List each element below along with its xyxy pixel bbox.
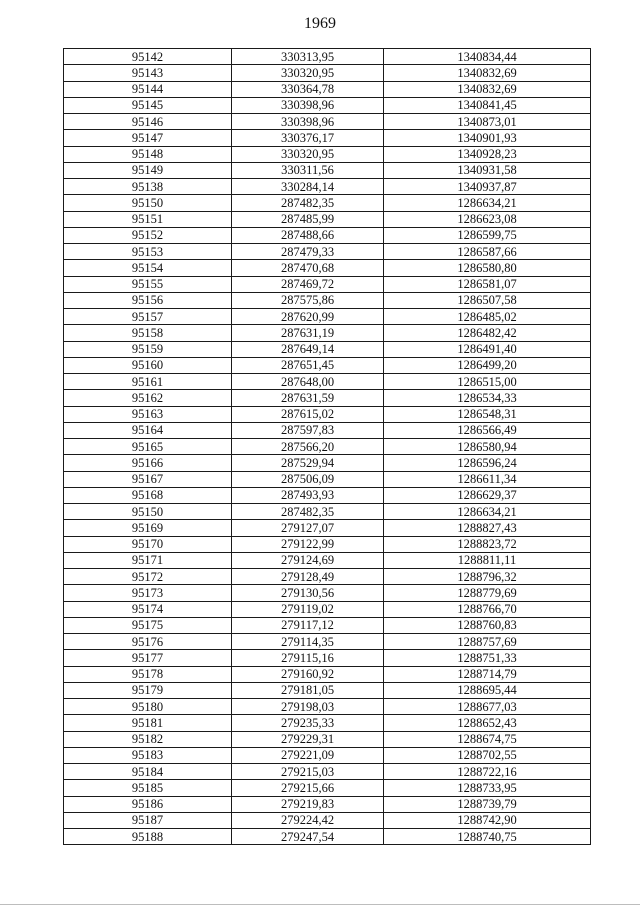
- point-number-cell: 95153: [64, 244, 232, 260]
- y-coordinate-cell: 1286482,42: [384, 325, 591, 341]
- x-coordinate-cell: 279219,83: [232, 796, 384, 812]
- x-coordinate-cell: 330320,95: [232, 65, 384, 81]
- y-coordinate-cell: 1340834,44: [384, 49, 591, 65]
- y-coordinate-cell: 1340873,01: [384, 114, 591, 130]
- x-coordinate-cell: 279235,33: [232, 715, 384, 731]
- x-coordinate-cell: 287482,35: [232, 195, 384, 211]
- table-row: [64, 569, 591, 585]
- point-number-cell: 95157: [64, 309, 232, 325]
- x-coordinate-cell: 287597,83: [232, 422, 384, 438]
- point-number-cell: 95168: [64, 487, 232, 503]
- y-coordinate-cell: 1288702,55: [384, 747, 591, 763]
- y-coordinate-cell: 1288823,72: [384, 536, 591, 552]
- table-row: [64, 309, 591, 325]
- table-row: [64, 439, 591, 455]
- y-coordinate-cell: 1288827,43: [384, 520, 591, 536]
- table-row: [64, 260, 591, 276]
- y-coordinate-cell: 1286566,49: [384, 422, 591, 438]
- x-coordinate-cell: 330284,14: [232, 179, 384, 195]
- table-row: [64, 829, 591, 845]
- table-row: [64, 666, 591, 682]
- table-row: [64, 81, 591, 97]
- x-coordinate-cell: 279124,69: [232, 552, 384, 568]
- point-number-cell: 95167: [64, 471, 232, 487]
- table-row: [64, 406, 591, 422]
- table-row: [64, 357, 591, 373]
- point-number-cell: 95188: [64, 829, 232, 845]
- point-number-cell: 95184: [64, 764, 232, 780]
- x-coordinate-cell: 287575,86: [232, 292, 384, 308]
- x-coordinate-cell: 279181,05: [232, 682, 384, 698]
- x-coordinate-cell: 279128,49: [232, 569, 384, 585]
- point-number-cell: 95150: [64, 195, 232, 211]
- y-coordinate-cell: 1286485,02: [384, 309, 591, 325]
- x-coordinate-cell: 279221,09: [232, 747, 384, 763]
- x-coordinate-cell: 287469,72: [232, 276, 384, 292]
- point-number-cell: 95145: [64, 97, 232, 113]
- point-number-cell: 95182: [64, 731, 232, 747]
- x-coordinate-cell: 287651,45: [232, 357, 384, 373]
- table-row: [64, 146, 591, 162]
- point-number-cell: 95172: [64, 569, 232, 585]
- y-coordinate-cell: 1286611,34: [384, 471, 591, 487]
- table-row: [64, 114, 591, 130]
- point-number-cell: 95158: [64, 325, 232, 341]
- y-coordinate-cell: 1340928,23: [384, 146, 591, 162]
- y-coordinate-cell: 1286515,00: [384, 374, 591, 390]
- x-coordinate-cell: 279229,31: [232, 731, 384, 747]
- table-row: [64, 471, 591, 487]
- point-number-cell: 95152: [64, 227, 232, 243]
- y-coordinate-cell: 1288779,69: [384, 585, 591, 601]
- x-coordinate-cell: 279198,03: [232, 699, 384, 715]
- y-coordinate-cell: 1288677,03: [384, 699, 591, 715]
- y-coordinate-cell: 1288740,75: [384, 829, 591, 845]
- table-row: [64, 585, 591, 601]
- point-number-cell: 95179: [64, 682, 232, 698]
- point-number-cell: 95163: [64, 406, 232, 422]
- x-coordinate-cell: 287620,99: [232, 309, 384, 325]
- table-row: [64, 796, 591, 812]
- y-coordinate-cell: 1340931,58: [384, 162, 591, 178]
- point-number-cell: 95154: [64, 260, 232, 276]
- x-coordinate-cell: 279115,16: [232, 650, 384, 666]
- x-coordinate-cell: 287566,20: [232, 439, 384, 455]
- x-coordinate-cell: 279117,12: [232, 617, 384, 633]
- point-number-cell: 95149: [64, 162, 232, 178]
- point-number-cell: 95166: [64, 455, 232, 471]
- table-row: [64, 731, 591, 747]
- point-number-cell: 95142: [64, 49, 232, 65]
- y-coordinate-cell: 1286596,24: [384, 455, 591, 471]
- x-coordinate-cell: 330398,96: [232, 97, 384, 113]
- point-number-cell: 95183: [64, 747, 232, 763]
- point-number-cell: 95148: [64, 146, 232, 162]
- x-coordinate-cell: 279247,54: [232, 829, 384, 845]
- table-row: [64, 812, 591, 828]
- y-coordinate-cell: 1288811,11: [384, 552, 591, 568]
- point-number-cell: 95165: [64, 439, 232, 455]
- point-number-cell: 95147: [64, 130, 232, 146]
- x-coordinate-cell: 287631,19: [232, 325, 384, 341]
- x-coordinate-cell: 279160,92: [232, 666, 384, 682]
- table-row: [64, 49, 591, 65]
- x-coordinate-cell: 279127,07: [232, 520, 384, 536]
- y-coordinate-cell: 1286599,75: [384, 227, 591, 243]
- y-coordinate-cell: 1288652,43: [384, 715, 591, 731]
- table-row: [64, 487, 591, 503]
- table-row: [64, 244, 591, 260]
- y-coordinate-cell: 1340832,69: [384, 81, 591, 97]
- x-coordinate-cell: 287649,14: [232, 341, 384, 357]
- y-coordinate-cell: 1340937,87: [384, 179, 591, 195]
- x-coordinate-cell: 279215,66: [232, 780, 384, 796]
- table-row: [64, 374, 591, 390]
- table-row: [64, 179, 591, 195]
- y-coordinate-cell: 1288757,69: [384, 634, 591, 650]
- x-coordinate-cell: 279224,42: [232, 812, 384, 828]
- point-number-cell: 95170: [64, 536, 232, 552]
- y-coordinate-cell: 1286623,08: [384, 211, 591, 227]
- y-coordinate-cell: 1288733,95: [384, 780, 591, 796]
- table-row: [64, 227, 591, 243]
- point-number-cell: 95174: [64, 601, 232, 617]
- table-row: [64, 422, 591, 438]
- x-coordinate-cell: 287506,09: [232, 471, 384, 487]
- x-coordinate-cell: 330398,96: [232, 114, 384, 130]
- y-coordinate-cell: 1288796,32: [384, 569, 591, 585]
- table-row: [64, 617, 591, 633]
- x-coordinate-cell: 287485,99: [232, 211, 384, 227]
- x-coordinate-cell: 287479,33: [232, 244, 384, 260]
- y-coordinate-cell: 1286634,21: [384, 195, 591, 211]
- point-number-cell: 95162: [64, 390, 232, 406]
- y-coordinate-cell: 1286491,40: [384, 341, 591, 357]
- x-coordinate-cell: 287488,66: [232, 227, 384, 243]
- x-coordinate-cell: 287470,68: [232, 260, 384, 276]
- y-coordinate-cell: 1286507,58: [384, 292, 591, 308]
- point-number-cell: 95185: [64, 780, 232, 796]
- table-row: [64, 536, 591, 552]
- x-coordinate-cell: 279122,99: [232, 536, 384, 552]
- point-number-cell: 95150: [64, 504, 232, 520]
- x-coordinate-cell: 330364,78: [232, 81, 384, 97]
- y-coordinate-cell: 1286587,66: [384, 244, 591, 260]
- x-coordinate-cell: 287493,93: [232, 487, 384, 503]
- point-number-cell: 95181: [64, 715, 232, 731]
- x-coordinate-cell: 279114,35: [232, 634, 384, 650]
- table-row: [64, 699, 591, 715]
- table-row: [64, 162, 591, 178]
- point-number-cell: 95156: [64, 292, 232, 308]
- table-row: [64, 520, 591, 536]
- point-number-cell: 95186: [64, 796, 232, 812]
- x-coordinate-cell: 330311,56: [232, 162, 384, 178]
- table-row: [64, 455, 591, 471]
- y-coordinate-cell: 1286534,33: [384, 390, 591, 406]
- y-coordinate-cell: 1288739,79: [384, 796, 591, 812]
- y-coordinate-cell: 1286548,31: [384, 406, 591, 422]
- point-number-cell: 95173: [64, 585, 232, 601]
- y-coordinate-cell: 1288751,33: [384, 650, 591, 666]
- y-coordinate-cell: 1340832,69: [384, 65, 591, 81]
- table-row: [64, 634, 591, 650]
- point-number-cell: 95161: [64, 374, 232, 390]
- coordinates-table-body: [64, 49, 591, 845]
- point-number-cell: 95176: [64, 634, 232, 650]
- table-row: [64, 601, 591, 617]
- point-number-cell: 95171: [64, 552, 232, 568]
- point-number-cell: 95146: [64, 114, 232, 130]
- point-number-cell: 95138: [64, 179, 232, 195]
- y-coordinate-cell: 1286580,80: [384, 260, 591, 276]
- table-row: [64, 650, 591, 666]
- x-coordinate-cell: 287482,35: [232, 504, 384, 520]
- coordinates-table: [63, 48, 591, 845]
- table-row: [64, 747, 591, 763]
- y-coordinate-cell: 1340841,45: [384, 97, 591, 113]
- y-coordinate-cell: 1288674,75: [384, 731, 591, 747]
- point-number-cell: 95143: [64, 65, 232, 81]
- point-number-cell: 95180: [64, 699, 232, 715]
- y-coordinate-cell: 1288766,70: [384, 601, 591, 617]
- table-row: [64, 65, 591, 81]
- point-number-cell: 95144: [64, 81, 232, 97]
- x-coordinate-cell: 330376,17: [232, 130, 384, 146]
- y-coordinate-cell: 1286580,94: [384, 439, 591, 455]
- table-row: [64, 764, 591, 780]
- table-row: [64, 504, 591, 520]
- y-coordinate-cell: 1288722,16: [384, 764, 591, 780]
- y-coordinate-cell: 1286634,21: [384, 504, 591, 520]
- point-number-cell: 95159: [64, 341, 232, 357]
- x-coordinate-cell: 279119,02: [232, 601, 384, 617]
- table-row: [64, 195, 591, 211]
- x-coordinate-cell: 330320,95: [232, 146, 384, 162]
- table-row: [64, 682, 591, 698]
- point-number-cell: 95155: [64, 276, 232, 292]
- point-number-cell: 95178: [64, 666, 232, 682]
- table-row: [64, 341, 591, 357]
- x-coordinate-cell: 287631,59: [232, 390, 384, 406]
- x-coordinate-cell: 287615,02: [232, 406, 384, 422]
- point-number-cell: 95177: [64, 650, 232, 666]
- y-coordinate-cell: 1286629,37: [384, 487, 591, 503]
- y-coordinate-cell: 1288714,79: [384, 666, 591, 682]
- point-number-cell: 95160: [64, 357, 232, 373]
- y-coordinate-cell: 1340901,93: [384, 130, 591, 146]
- x-coordinate-cell: 279215,03: [232, 764, 384, 780]
- table-row: [64, 130, 591, 146]
- x-coordinate-cell: 330313,95: [232, 49, 384, 65]
- point-number-cell: 95151: [64, 211, 232, 227]
- y-coordinate-cell: 1288760,83: [384, 617, 591, 633]
- x-coordinate-cell: 279130,56: [232, 585, 384, 601]
- table-row: [64, 552, 591, 568]
- table-row: [64, 715, 591, 731]
- y-coordinate-cell: 1286499,20: [384, 357, 591, 373]
- point-number-cell: 95164: [64, 422, 232, 438]
- point-number-cell: 95169: [64, 520, 232, 536]
- table-row: [64, 325, 591, 341]
- table-row: [64, 292, 591, 308]
- table-row: [64, 390, 591, 406]
- table-row: [64, 780, 591, 796]
- table-row: [64, 211, 591, 227]
- page-number: 1969: [304, 15, 336, 32]
- y-coordinate-cell: 1288695,44: [384, 682, 591, 698]
- table-row: [64, 97, 591, 113]
- point-number-cell: 95187: [64, 812, 232, 828]
- x-coordinate-cell: 287648,00: [232, 374, 384, 390]
- x-coordinate-cell: 287529,94: [232, 455, 384, 471]
- y-coordinate-cell: 1288742,90: [384, 812, 591, 828]
- point-number-cell: 95175: [64, 617, 232, 633]
- y-coordinate-cell: 1286581,07: [384, 276, 591, 292]
- table-row: [64, 276, 591, 292]
